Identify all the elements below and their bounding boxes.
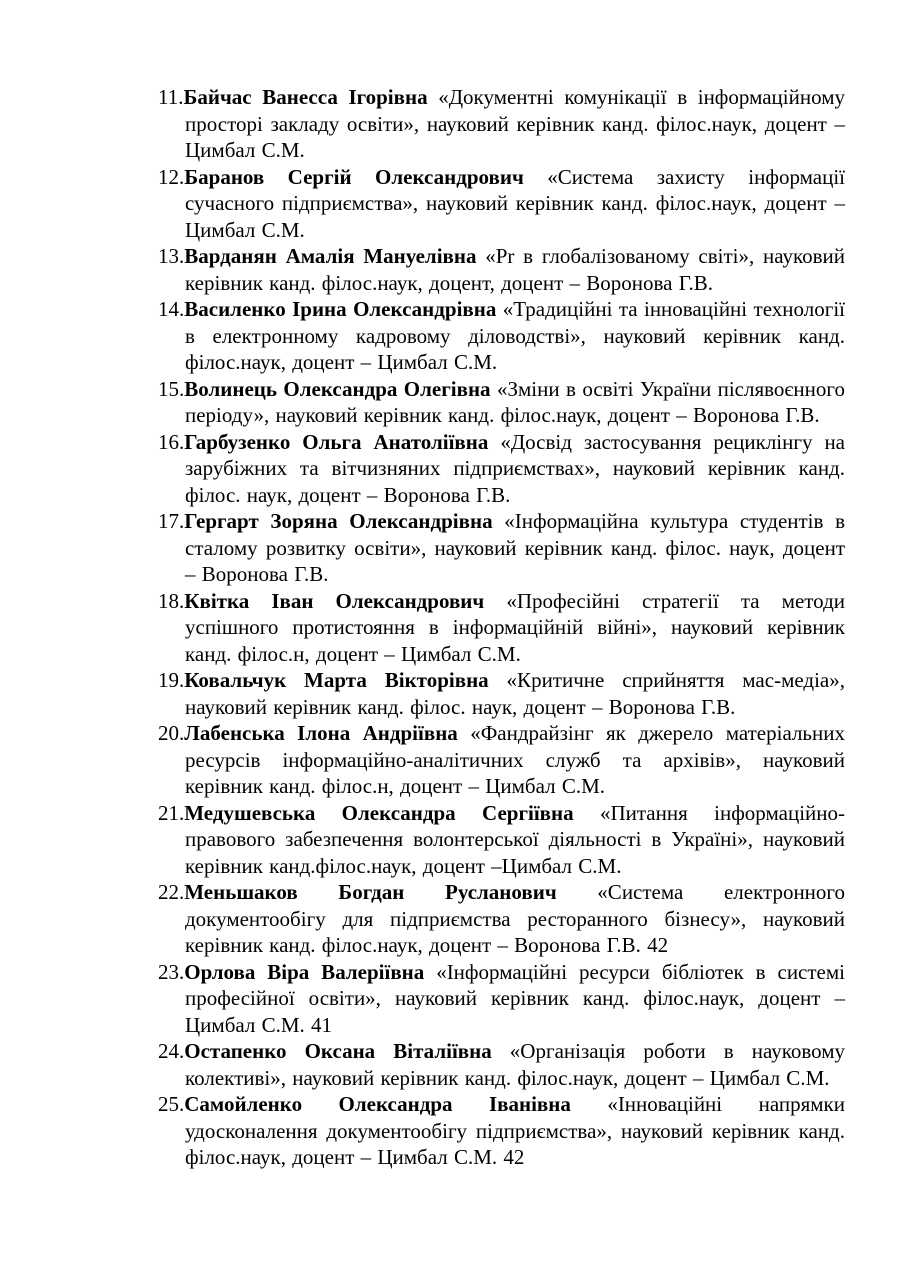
thesis-info: «Критичне сприйняття мас-медіа», науковий керівник канд. філос. наук, доцент – Воронова Г.В.	[185, 668, 845, 719]
thesis-info: «Організація роботи в науковому колективі», науковий керівник канд. філос.наук, доцент – Цимбал С.М.	[185, 1039, 845, 1090]
item-number: 20.	[158, 721, 185, 745]
thesis-info: «Pr в глобалізованому світі», науковий керівник канд. філос.наук, доцент, доцент – Воронова Г.В.	[185, 244, 846, 295]
list-item-14	[158, 296, 845, 376]
student-name: Лабенська Ілона Андріївна	[184, 721, 458, 745]
student-name: Варданян Амалія Мануелівна	[184, 244, 477, 268]
thesis-info: «Питання інформаційно-правового забезпечення волонтерської діяльності в Україні», науковий керівник канд.філос.наук, доцент –Цимбал С.М.	[185, 800, 845, 878]
list-item-16	[158, 429, 846, 509]
student-name: Орлова Віра Валеріївна	[184, 959, 425, 984]
list-item-21	[158, 800, 845, 880]
list-item-19	[158, 667, 845, 720]
list-item-18	[158, 588, 845, 668]
student-name: Медушевська Олександра Сергіївна	[184, 800, 574, 825]
item-number: 22.	[158, 880, 185, 904]
student-name: Василенко Ірина Олександрівна	[184, 297, 497, 321]
list-item-15	[158, 376, 845, 429]
thesis-info: «Інформаційна культура студентів в сталому розвитку освіти», науковий керівник канд. філос. наук, доцент – Воронова Г.В.	[185, 509, 845, 586]
list-item-11	[158, 84, 845, 164]
list-item-24	[158, 1038, 845, 1091]
thesis-info: «Фандрайзінг як джерело матеріальних ресурсів інформаційно-аналітичних служб та архівів», науковий керівник канд. філос.н, доцент – Цимбал С.М.	[185, 721, 845, 798]
student-name: Остапенко Оксана Віталіївна	[184, 1039, 492, 1063]
student-name: Волинець Олександра Олегівна	[184, 376, 491, 401]
student-name: Меньшаков Богдан Русланович	[184, 880, 557, 904]
thesis-info: «Традиційні та інноваційні технології в електронному кадровому діловодстві», науковий керівник канд. філос.наук, доцент – Цимбал С.М.	[185, 297, 845, 374]
thesis-info: «Досвід застосування рециклінгу на зарубіжних та вітчизняних підприємствах», науковий керівник канд. філос. наук, доцент – Воронова Г.В.	[185, 429, 846, 507]
student-name: Квітка Іван Олександрович	[184, 588, 485, 613]
item-number: 15.	[158, 376, 185, 401]
thesis-info: «Зміни в освіті України післявоєнного періоду», науковий керівник канд. філос.наук, доцент – Воронова Г.В.	[185, 376, 845, 427]
item-number: 25.	[158, 1092, 185, 1116]
thesis-info: «Документні комунікації в інформаційному просторі закладу освіти», науковий керівник канд. філос.наук, доцент – Цимбал С.М.	[185, 85, 845, 162]
list-item-13	[158, 243, 846, 296]
item-number: 12.	[158, 164, 185, 189]
list-item-23	[158, 959, 845, 1039]
list-item-22	[158, 879, 846, 959]
student-name: Самойленко Олександра Іванівна	[184, 1092, 571, 1116]
item-number: 21.	[158, 800, 185, 825]
item-number: 11.	[158, 85, 184, 109]
list-item-12	[158, 164, 845, 244]
item-number: 13.	[158, 244, 185, 268]
thesis-info: «Інноваційні напрямки удосконалення документообігу підприємства», науковий керівник канд. філос.наук, доцент – Цимбал С.М. 42	[185, 1092, 845, 1169]
student-name: Гарбузенко Ольга Анатоліївна	[184, 429, 489, 454]
item-number: 23.	[158, 959, 185, 984]
list-item-17	[158, 508, 845, 588]
thesis-info: «Інформаційні ресурси бібліотек в системі професійної освіти», науковий керівник канд. філос.наук, доцент – Цимбал С.М. 41	[185, 959, 845, 1037]
list-item-20	[158, 720, 845, 800]
item-number: 19.	[158, 668, 185, 692]
thesis-info: «Система електронного документообігу для підприємства ресторанного бізнесу», науковий керівник канд. філос.наук, доцент – Воронова Г.В. 42	[185, 880, 846, 957]
list-item-25	[158, 1091, 845, 1171]
thesis-info: «Система захисту інформації сучасного підприємства», науковий керівник канд. філос.наук, доцент – Цимбал С.М.	[185, 164, 845, 242]
item-number: 18.	[158, 588, 185, 613]
thesis-info: «Професійні стратегії та методи успішного протистояння в інформаційній війні», науковий керівник канд. філос.н, доцент – Цимбал С.М.	[185, 588, 845, 666]
item-number: 14.	[158, 297, 185, 321]
item-number: 16.	[158, 429, 185, 454]
student-name: Ковальчук Марта Вікторівна	[184, 668, 489, 692]
student-name: Байчас Ванесса Ігорівна	[183, 85, 428, 109]
student-name: Гергарт Зоряна Олександрівна	[184, 509, 493, 533]
item-number: 24.	[158, 1039, 185, 1063]
item-number: 17.	[158, 509, 185, 533]
student-name: Баранов Сергій Олександрович	[184, 164, 524, 189]
